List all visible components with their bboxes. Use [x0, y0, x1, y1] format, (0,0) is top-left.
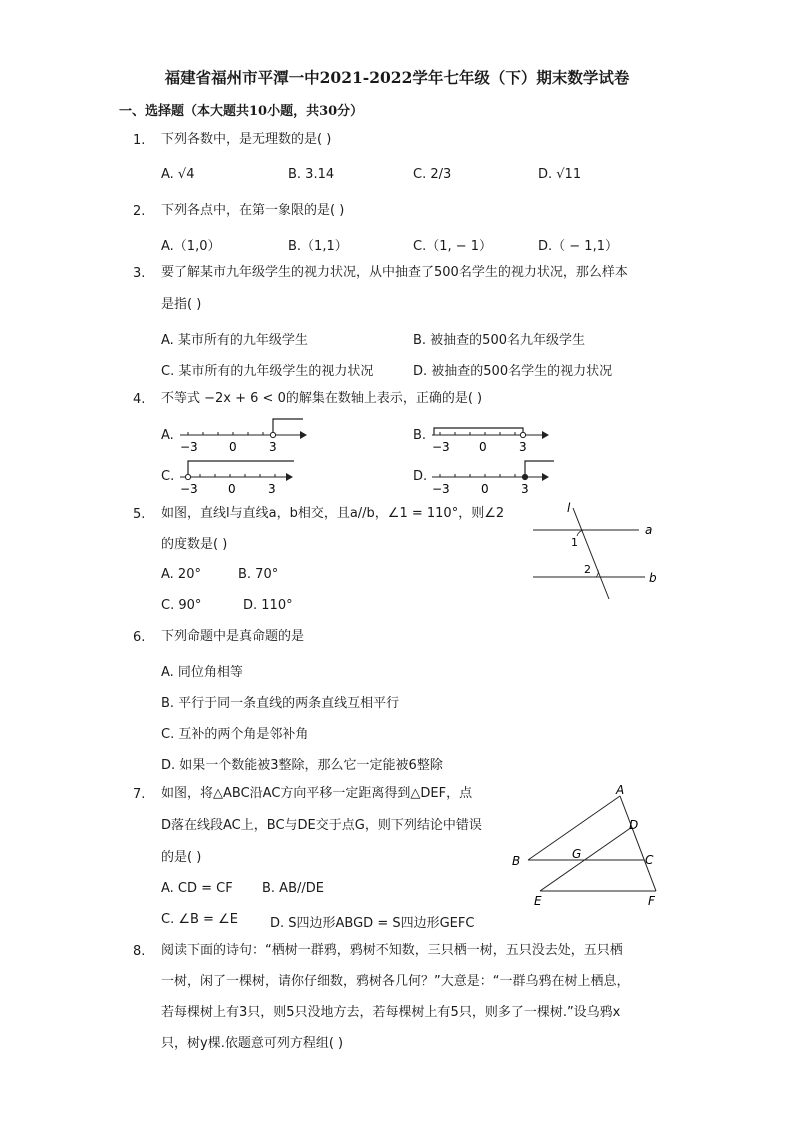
option-c: C. 某市所有的九年级学生的视力状况 [161, 364, 374, 379]
tick-label: 0 [479, 440, 487, 454]
number-line-d [428, 456, 560, 496]
label-F: F [648, 894, 655, 908]
question-stem: 如图，将△ABC沿AC方向平移一定距离得到△DEF，点 [161, 786, 473, 801]
label-A: A [616, 784, 625, 797]
label-B: B [512, 854, 521, 868]
option-b: B. 被抽查的500名九年级学生 [413, 333, 585, 348]
option-d: D. [413, 469, 428, 484]
option-c: C. ∠B = ∠E [161, 912, 238, 927]
question-number: 5. [133, 507, 146, 522]
option-a: A. 20° [161, 567, 201, 582]
option-a: A. √4 [161, 167, 195, 182]
tick-label: 0 [229, 440, 237, 454]
section-heading: 一、选择题（本大题共10小题，共30分） [119, 104, 364, 119]
tick-label: 3 [268, 482, 276, 496]
option-b: B.（1,1） [288, 239, 348, 254]
label-E: E [534, 894, 542, 908]
option-d: D. √11 [538, 167, 582, 182]
tick-label: 3 [269, 440, 277, 454]
question-number: 8. [133, 944, 146, 959]
page-title: 福建省福州市平潭一中2021-2022学年七年级（下）期末数学试卷 [164, 68, 630, 87]
question-stem: 下列命题中是真命题的是 [161, 629, 305, 644]
option-b: B. 70° [238, 567, 279, 582]
option-a: A. [161, 428, 174, 443]
label-G: G [572, 847, 582, 861]
tick-label: −3 [180, 440, 198, 454]
option-d: D.（ − 1,1） [538, 239, 618, 254]
tick-label: −3 [432, 440, 450, 454]
question-stem: 不等式 −2x + 6 < 0的解集在数轴上表示，正确的是( ) [161, 391, 483, 406]
option-b: B. 平行于同一条直线的两条直线互相平行 [161, 696, 400, 711]
angle-1-label: 1 [571, 536, 578, 549]
tick-label: 3 [519, 440, 527, 454]
question-stem: 是指( ) [161, 297, 202, 312]
option-c: C. 互补的两个角是邻补角 [161, 727, 309, 742]
label-l: l [567, 501, 571, 515]
number-line-c [176, 456, 308, 496]
tick-label: 3 [521, 482, 529, 496]
question-stem: 下列各点中，在第一象限的是( ) [161, 203, 345, 218]
label-a: a [645, 523, 653, 537]
question-number: 7. [133, 787, 146, 802]
question-stem: 的度数是( ) [161, 537, 228, 552]
option-b: B. AB//DE [262, 881, 324, 896]
question-stem: 要了解某市九年级学生的视力状况，从中抽查了500名学生的视力状况，那么样本 [161, 265, 628, 280]
option-a: A.（1,0） [161, 239, 221, 254]
question-stem: D落在线段AC上，BC与DE交于点G，则下列结论中错误 [161, 818, 482, 833]
option-b: B. [413, 428, 427, 443]
number-line-b [428, 414, 560, 454]
tick-label: 0 [481, 482, 489, 496]
question-stem: 如图，直线l与直线a，b相交，且a//b，∠1 = 110°，则∠2 [161, 506, 505, 521]
parallel-lines-figure [525, 498, 665, 606]
question-number: 2. [133, 204, 146, 219]
question-stem: 若每棵树上有3只，则5只没地方去，若每棵树上有5只，则多了一棵树.”设乌鸦x [161, 1005, 621, 1020]
translation-figure [508, 784, 668, 910]
question-stem: 阅读下面的诗句：“栖树一群鸦，鸦树不知数，三只栖一树，五只没去处，五只栖 [161, 943, 623, 958]
option-c: C. [161, 469, 175, 484]
question-stem: 下列各数中，是无理数的是( ) [161, 132, 332, 147]
option-d: D. S四边形ABGD = S四边形GEFC [270, 916, 475, 931]
tick-label: −3 [432, 482, 450, 496]
option-c: C. 2/3 [413, 167, 452, 182]
angle-2-label: 2 [584, 563, 591, 576]
option-d: D. 110° [243, 598, 293, 613]
option-c: C.（1, − 1） [413, 239, 493, 254]
option-b: B. 3.14 [288, 167, 335, 182]
label-C: C [645, 853, 654, 867]
question-number: 1. [133, 133, 146, 148]
option-c: C. 90° [161, 598, 202, 613]
option-a: A. 同位角相等 [161, 665, 243, 680]
option-d: D. 如果一个数能被3整除，那么它一定能被6整除 [161, 758, 443, 773]
question-number: 6. [133, 630, 146, 645]
question-stem: 一树，闲了一棵树，请你仔细数，鸦树各几何？”大意是：“一群乌鸦在树上栖息， [161, 974, 630, 989]
label-D: D [629, 818, 639, 832]
question-number: 4. [133, 392, 146, 407]
tick-label: −3 [180, 482, 198, 496]
question-stem: 的是( ) [161, 850, 202, 865]
tick-label: 0 [228, 482, 236, 496]
option-a: A. CD = CF [161, 881, 233, 896]
question-stem: 只，树y棵.依题意可列方程组( ) [161, 1036, 344, 1051]
question-number: 3. [133, 266, 146, 281]
option-a: A. 某市所有的九年级学生 [161, 333, 308, 348]
label-b: b [649, 571, 657, 585]
option-d: D. 被抽查的500名学生的视力状况 [413, 364, 613, 379]
number-line-a [176, 414, 308, 454]
